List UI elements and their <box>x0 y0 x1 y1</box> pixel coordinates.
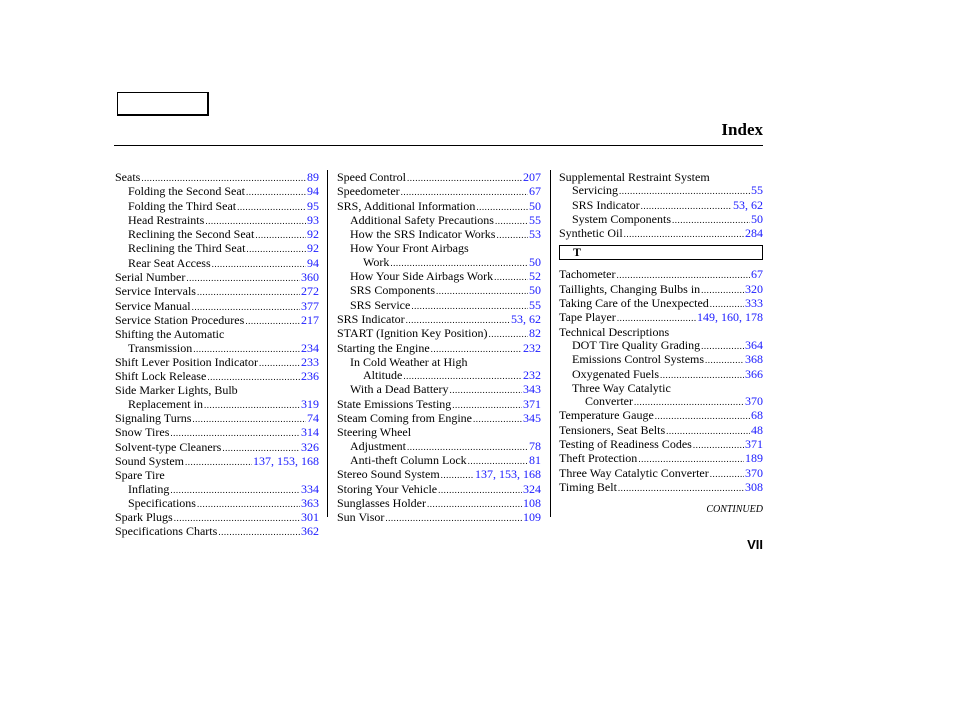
index-entry <box>559 199 763 213</box>
entry-label: Seats <box>115 170 141 184</box>
entry-page-link[interactable]: 68 <box>751 408 763 423</box>
leader-dots <box>476 201 528 214</box>
entry-page-link[interactable]: 109 <box>523 510 541 525</box>
index-entry <box>337 171 541 185</box>
entry-label: How Your Front Airbags <box>350 241 469 256</box>
leader-dots <box>660 369 744 382</box>
index-entry <box>337 497 541 511</box>
leader-dots <box>617 312 696 325</box>
leader-dots <box>496 229 528 242</box>
entry-label: Side Marker Lights, Bulb <box>115 383 238 398</box>
leader-dots <box>638 453 744 466</box>
index-entry <box>115 511 319 525</box>
entry-page-link[interactable]: 55 <box>751 183 763 198</box>
entry-page-link[interactable]: 370 <box>745 465 763 480</box>
entry-label: Replacement in <box>128 396 203 411</box>
index-entry <box>559 326 763 339</box>
leader-dots <box>246 186 306 199</box>
entry-label: Reclining the Second Seat <box>128 227 255 242</box>
index-entry <box>115 271 319 285</box>
index-entry <box>559 438 763 452</box>
entry-label: Synthetic Oil <box>559 226 623 241</box>
leader-dots <box>218 526 300 539</box>
index-entry <box>115 214 319 228</box>
entry-label: Steam Coming from Engine <box>337 411 472 426</box>
index-entry <box>337 185 541 199</box>
continued-note: CONTINUED <box>706 504 763 515</box>
leader-dots <box>170 427 300 440</box>
entry-page-link[interactable]: 371 <box>745 437 763 452</box>
index-entry <box>115 384 319 397</box>
index-entry <box>337 313 541 327</box>
entry-label: Theft Protection <box>559 451 638 466</box>
entry-page-link[interactable]: 326 <box>301 439 319 454</box>
leader-dots <box>193 343 300 356</box>
index-entry <box>337 327 541 341</box>
index-entry <box>337 214 541 228</box>
entry-page-link[interactable]: 95 <box>307 198 319 213</box>
leader-dots <box>468 455 528 468</box>
entry-label: Altitude <box>363 368 403 383</box>
leader-dots <box>141 172 306 185</box>
entry-label: In Cold Weather at High <box>350 354 468 369</box>
leader-dots <box>488 328 528 341</box>
leader-dots <box>207 371 300 384</box>
entry-page-link[interactable]: 233 <box>301 354 319 369</box>
entry-page-link[interactable]: 364 <box>745 337 763 352</box>
page-number: VII <box>747 537 763 552</box>
entry-page-link[interactable]: 50 <box>529 198 541 213</box>
entry-label: Specifications Charts <box>115 524 218 539</box>
index-entry <box>337 511 541 525</box>
entry-label: Specifications <box>128 495 196 510</box>
leader-dots <box>390 257 528 270</box>
index-entry <box>115 285 319 299</box>
leader-dots <box>641 200 732 213</box>
entry-label: Snow Tires <box>115 425 170 440</box>
leader-dots <box>212 258 306 271</box>
entry-label: Sound System <box>115 453 185 468</box>
index-entry <box>337 440 541 454</box>
leader-dots <box>438 484 522 497</box>
index-entry <box>115 497 319 511</box>
index-entry <box>337 398 541 412</box>
index-entry <box>559 297 763 311</box>
leader-dots <box>403 370 522 383</box>
index-entry <box>559 382 763 395</box>
leader-dots <box>666 425 750 438</box>
leader-dots <box>449 384 522 397</box>
leader-dots <box>401 186 528 199</box>
entry-label: Spare Tire <box>115 468 165 483</box>
entry-page-link[interactable]: 189 <box>745 451 763 466</box>
index-entry <box>559 171 763 184</box>
index-column-2 <box>337 171 541 525</box>
leader-dots <box>701 340 744 353</box>
index-entry <box>559 311 763 325</box>
leader-dots <box>186 272 300 285</box>
index-entry <box>559 368 763 382</box>
entry-label: SRS, Additional Information <box>337 198 476 213</box>
index-entry <box>559 481 763 495</box>
entry-label: Work <box>363 254 390 269</box>
entry-page-link[interactable]: 232 <box>523 368 541 383</box>
entry-page-link[interactable]: 94 <box>307 255 319 270</box>
index-entry <box>115 441 319 455</box>
entry-page-link[interactable]: 50 <box>529 254 541 269</box>
leader-dots <box>494 271 528 284</box>
leader-dots <box>255 229 306 242</box>
index-column-1 <box>115 171 319 540</box>
entry-page-link[interactable]: 137, 153, 168 <box>475 467 541 482</box>
entry-label: Rear Seat Access <box>128 255 211 270</box>
entry-label: How Your Side Airbags Work <box>350 269 494 284</box>
index-entry <box>115 171 319 185</box>
entry-page-link[interactable]: 333 <box>745 296 763 311</box>
entry-label: Three Way Catalytic <box>572 380 671 395</box>
entry-label: Transmission <box>128 340 193 355</box>
entry-page-link[interactable]: 55 <box>529 297 541 312</box>
index-entry <box>115 356 319 370</box>
leader-dots <box>624 228 744 241</box>
leader-dots <box>616 269 750 282</box>
entry-label: System Components <box>572 211 672 226</box>
entry-page-link[interactable]: 108 <box>523 495 541 510</box>
index-column-3 <box>559 171 763 495</box>
index-entry <box>337 369 541 383</box>
entry-page-link[interactable]: 343 <box>523 382 541 397</box>
entry-label: Service Intervals <box>115 284 196 299</box>
leader-dots <box>174 512 300 525</box>
index-entry <box>115 426 319 440</box>
entry-page-link[interactable]: 319 <box>301 396 319 411</box>
leader-dots <box>170 484 300 497</box>
entry-page-link[interactable]: 308 <box>745 479 763 494</box>
entry-page-link[interactable]: 67 <box>529 184 541 199</box>
entry-page-link[interactable]: 301 <box>301 510 319 525</box>
entry-label: Head Restraints <box>128 212 205 227</box>
entry-label: Tape Player <box>559 310 616 325</box>
index-entry <box>559 424 763 438</box>
leader-dots <box>436 285 528 298</box>
entry-page-link[interactable]: 50 <box>529 283 541 298</box>
leader-dots <box>204 399 300 412</box>
leader-dots <box>710 468 744 481</box>
index-entry <box>337 242 541 255</box>
entry-label: Speed Control <box>337 170 406 184</box>
entry-page-link[interactable]: 232 <box>523 340 541 355</box>
entry-page-link[interactable]: 345 <box>523 411 541 426</box>
entry-label: Solvent-type Cleaners <box>115 439 222 454</box>
entry-page-link[interactable]: 50 <box>751 211 763 226</box>
entry-label: Three Way Catalytic Converter <box>559 465 709 480</box>
entry-label: Taking Care of the Unexpected <box>559 296 709 311</box>
index-entry <box>559 353 763 367</box>
entry-page-link[interactable]: 314 <box>301 425 319 440</box>
entry-label: Servicing <box>572 183 618 198</box>
entry-label: Shift Lever Position Indicator <box>115 354 258 369</box>
entry-page-link[interactable]: 93 <box>307 212 319 227</box>
leader-dots <box>495 215 528 228</box>
entry-page-link[interactable]: 368 <box>745 352 763 367</box>
index-entry <box>559 467 763 481</box>
entry-label: Service Station Procedures <box>115 312 245 327</box>
index-entry <box>559 395 763 409</box>
leader-dots <box>693 439 744 452</box>
leader-dots <box>431 343 522 356</box>
index-entry <box>559 184 763 198</box>
entry-page-link[interactable]: 82 <box>529 326 541 341</box>
leader-dots <box>710 298 744 311</box>
index-entry <box>115 242 319 256</box>
entry-label: Shift Lock Release <box>115 369 207 384</box>
leader-dots <box>705 354 744 367</box>
index-entry <box>559 409 763 423</box>
entry-label: Starting the Engine <box>337 340 430 355</box>
entry-label: Timing Belt <box>559 479 617 494</box>
entry-label: Supplemental Restraint System <box>559 170 710 184</box>
entry-page-link[interactable]: 81 <box>529 452 541 467</box>
entry-label: State Emissions Testing <box>337 396 452 411</box>
index-entry <box>559 452 763 466</box>
entry-label: Testing of Readiness Codes <box>559 437 692 452</box>
leader-dots <box>407 172 522 185</box>
entry-page-link[interactable]: 53, 62 <box>511 311 541 326</box>
entry-label: Reclining the Third Seat <box>128 241 246 256</box>
leader-dots <box>618 482 744 495</box>
entry-label: Speedometer <box>337 184 400 199</box>
index-entry <box>337 342 541 356</box>
entry-page-link[interactable]: 67 <box>751 267 763 282</box>
index-entry <box>115 228 319 242</box>
leader-dots <box>385 512 522 525</box>
header-rule <box>114 145 763 146</box>
entry-page-link[interactable]: 334 <box>301 481 319 496</box>
index-entry <box>337 228 541 242</box>
index-entry <box>115 469 319 482</box>
leader-dots <box>473 413 522 426</box>
entry-label: SRS Components <box>350 283 436 298</box>
entry-label: Folding the Third Seat <box>128 198 237 213</box>
entry-page-link[interactable]: 362 <box>301 524 319 539</box>
entry-page-link[interactable]: 377 <box>301 298 319 313</box>
leader-dots <box>634 396 744 409</box>
leader-dots <box>222 442 300 455</box>
index-entry <box>559 339 763 353</box>
leader-dots <box>192 413 306 426</box>
entry-page-link[interactable]: 320 <box>745 281 763 296</box>
leader-dots <box>452 399 522 412</box>
leader-dots <box>441 469 474 482</box>
entry-label: With a Dead Battery <box>350 382 449 397</box>
entry-label: Converter <box>585 394 633 409</box>
entry-page-link[interactable]: 370 <box>745 394 763 409</box>
index-entry <box>115 328 319 341</box>
entry-label: SRS Indicator <box>572 197 640 212</box>
index-entry <box>337 299 541 313</box>
index-entry <box>115 185 319 199</box>
entry-label: How the SRS Indicator Works <box>350 227 496 242</box>
entry-page-link[interactable]: 371 <box>523 396 541 411</box>
column-divider-1 <box>327 170 328 517</box>
index-entry <box>115 412 319 426</box>
entry-page-link[interactable]: 324 <box>523 481 541 496</box>
index-entry <box>115 525 319 539</box>
index-entry <box>115 342 319 356</box>
leader-dots <box>192 301 300 314</box>
index-entry <box>115 300 319 314</box>
index-entry <box>337 200 541 214</box>
entry-page-link[interactable]: 366 <box>745 366 763 381</box>
entry-label: Tachometer <box>559 267 616 282</box>
entry-page-link[interactable]: 94 <box>307 184 319 199</box>
index-entry <box>115 398 319 412</box>
entry-label: SRS Service <box>350 297 411 312</box>
entry-page-link[interactable]: 48 <box>751 422 763 437</box>
column-divider-2 <box>550 170 551 517</box>
leader-dots <box>197 286 300 299</box>
index-entry <box>337 412 541 426</box>
index-entry <box>337 454 541 468</box>
index-entry <box>115 370 319 384</box>
entry-label: Temperature Gauge <box>559 408 654 423</box>
index-entry <box>337 426 541 439</box>
entry-page-link[interactable]: 360 <box>301 270 319 285</box>
index-entry <box>115 455 319 469</box>
index-entry <box>115 314 319 328</box>
entry-page-link[interactable]: 137, 153, 168 <box>253 453 319 468</box>
page-title: Index <box>721 120 763 139</box>
entry-page-link[interactable]: 92 <box>307 241 319 256</box>
leader-dots <box>259 357 300 370</box>
entry-page-link[interactable]: 272 <box>301 284 319 299</box>
index-entry <box>559 283 763 297</box>
entry-page-link[interactable]: 149, 160, 178 <box>697 310 763 325</box>
entry-label: Signaling Turns <box>115 411 192 426</box>
entry-label: Service Manual <box>115 298 191 313</box>
leader-dots <box>655 410 750 423</box>
leader-dots <box>427 498 522 511</box>
index-tab-box <box>117 92 209 116</box>
entry-label: Sunglasses Holder <box>337 495 426 510</box>
index-entry <box>337 483 541 497</box>
index-entry <box>115 200 319 214</box>
entry-page-link[interactable]: 52 <box>529 269 541 284</box>
entry-page-link[interactable]: 363 <box>301 495 319 510</box>
entry-label: Emissions Control Systems <box>572 352 705 367</box>
entry-page-link[interactable]: 207 <box>523 170 541 184</box>
leader-dots <box>701 284 744 297</box>
entry-page-link[interactable]: 92 <box>307 227 319 242</box>
entry-page-link[interactable]: 217 <box>301 312 319 327</box>
entry-label: Anti-theft Column Lock <box>350 452 467 467</box>
leader-dots <box>619 185 750 198</box>
entry-label: Storing Your Vehicle <box>337 481 438 496</box>
entry-label: Folding the Second Seat <box>128 184 245 199</box>
leader-dots <box>411 300 528 313</box>
index-entry <box>115 257 319 271</box>
entry-label: Tensioners, Seat Belts <box>559 422 666 437</box>
entry-label: Sun Visor <box>337 510 385 525</box>
section-letter-t: T <box>559 245 763 260</box>
leader-dots <box>197 498 300 511</box>
entry-label: Serial Number <box>115 270 186 285</box>
entry-page-link[interactable]: 234 <box>301 340 319 355</box>
entry-label: Oxygenated Fuels <box>572 366 659 381</box>
entry-page-link[interactable]: 236 <box>301 369 319 384</box>
entry-label: Adjustment <box>350 438 406 453</box>
entry-page-link[interactable]: 78 <box>529 438 541 453</box>
leader-dots <box>205 215 306 228</box>
leader-dots <box>246 243 306 256</box>
index-entry <box>559 213 763 227</box>
entry-label: Shifting the Automatic <box>115 327 225 342</box>
leader-dots <box>406 314 510 327</box>
leader-dots <box>245 315 300 328</box>
entry-label: Additional Safety Precautions <box>350 212 494 227</box>
leader-dots <box>407 441 528 454</box>
leader-dots <box>185 456 252 469</box>
entry-label: DOT Tire Quality Grading <box>572 337 701 352</box>
index-entry <box>559 227 763 241</box>
entry-label: Inflating <box>128 481 170 496</box>
index-entry <box>337 256 541 270</box>
index-entry <box>337 270 541 284</box>
entry-label: SRS Indicator <box>337 311 405 326</box>
index-entry <box>337 468 541 482</box>
entry-label: Spark Plugs <box>115 510 173 525</box>
entry-page-link[interactable]: 284 <box>745 226 763 241</box>
index-entry <box>115 483 319 497</box>
leader-dots <box>237 201 306 214</box>
entry-label: Taillights, Changing Bulbs in <box>559 281 701 296</box>
index-entry <box>337 284 541 298</box>
entry-page-link[interactable]: 74 <box>307 411 319 426</box>
entry-page-link[interactable]: 89 <box>307 170 319 184</box>
entry-page-link[interactable]: 55 <box>529 212 541 227</box>
index-entry <box>559 268 763 282</box>
entry-label: Stereo Sound System <box>337 467 440 482</box>
entry-label: START (Ignition Key Position) <box>337 326 488 341</box>
entry-label: Steering Wheel <box>337 425 412 440</box>
entry-page-link[interactable]: 53 <box>529 227 541 242</box>
index-entry <box>337 356 541 369</box>
entry-label: Technical Descriptions <box>559 324 670 339</box>
entry-page-link[interactable]: 53, 62 <box>733 197 763 212</box>
leader-dots <box>672 214 750 227</box>
index-entry <box>337 383 541 397</box>
